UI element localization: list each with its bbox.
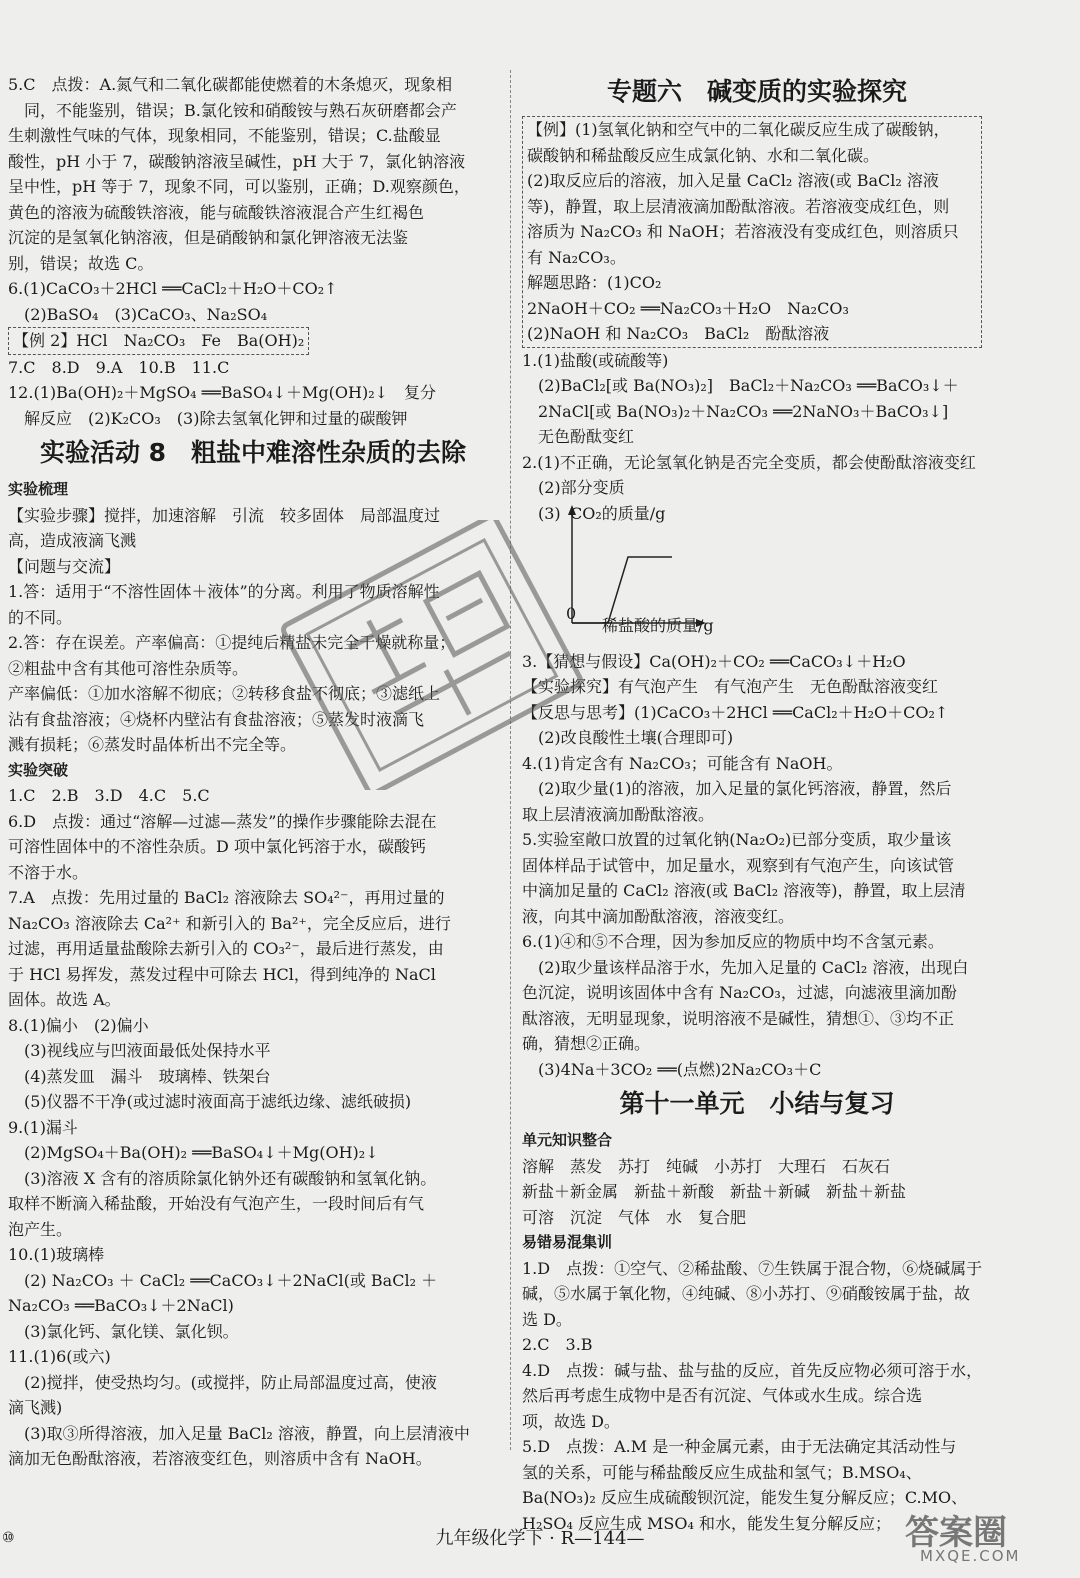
- text-line: 于 HCl 易挥发，蒸发过程中可除去 HCl，得到纯净的 NaCl: [8, 964, 436, 984]
- left-block-1: [8, 72, 498, 327]
- x-axis-label: 稀盐酸的质量/g: [602, 615, 714, 635]
- text-line: 9.(1)漏斗: [8, 1117, 78, 1137]
- text-line: 6.D 点拨：通过“溶解—过滤—蒸发”的操作步骤能除去混在: [8, 811, 437, 831]
- text-line: (3)溶液 X 含有的溶质除氯化钠外还有碳酸钠和氢氧化钠。: [24, 1168, 437, 1188]
- page-footer: 九年级化学下 · R—144—: [435, 1528, 645, 1549]
- text-line: 7.C 8.D 9.A 10.B 11.C: [8, 357, 230, 377]
- stamp-frame-inner: [308, 540, 557, 770]
- right-column: [522, 72, 992, 1536]
- text-line: 解题思路：(1)CO₂: [527, 273, 662, 292]
- subheading: 实验突破: [8, 760, 69, 779]
- text-line: 生刺激性气味的气体，现象相同，不能鉴别，错误；C.盐酸显: [8, 126, 441, 145]
- text-line: Ba(NO₃)₂ 反应生成硫酸钡沉淀，能发生复分解反应；C.MO、: [522, 1488, 968, 1507]
- text-line: (3)氯化钙、氯化镁、氯化钡。: [24, 1321, 239, 1341]
- text-line: (2)部分变质: [538, 478, 625, 497]
- text-line: 沉淀的是氢氧化钠溶液，但是硝酸钠和氯化钾溶液无法鉴: [8, 228, 409, 247]
- text-line: 同，不能鉴别，错误；B.氯化铵和硝酸铵与熟石灰研磨都会产: [24, 100, 457, 120]
- text-line: 高，造成液滴飞溅: [8, 531, 137, 550]
- text-line: 取样不断滴入稀盐酸，开始没有气泡产生，一段时间后有气: [8, 1194, 425, 1213]
- watermark-url: MXQE.COM: [920, 1547, 1021, 1565]
- corner-mark: ⑩: [2, 1530, 15, 1546]
- text-line: 别，错误；故选 C。: [8, 253, 154, 273]
- text-line: 【例】(1)氢氧化钠和空气中的二氧化碳反应生成了碳酸钠，: [527, 120, 950, 139]
- subheading: 易错易混集训: [522, 1233, 613, 1251]
- text-line: (5)仪器不干净(或过滤时液面高于滤纸边缘、滤纸破损): [24, 1092, 412, 1111]
- text-line: 液，向其中滴加酚酞溶液，溶液变红。: [522, 906, 795, 926]
- section-title: 第十一单元 小结与复习: [619, 1089, 895, 1118]
- text-line: 泡产生。: [8, 1219, 73, 1239]
- text-line: 2.答：存在误差。产率偏高：①提纯后精盐未完全干燥就称量；: [8, 633, 456, 652]
- text-line: H₂SO₄ 反应生成 MSO₄ 和水，能发生复分解反应；: [522, 1513, 891, 1533]
- text-line: 6.(1)CaCO₃＋2HCl ══CaCl₂＋H₂O＋CO₂↑: [8, 279, 338, 298]
- text-line: (2)NaOH 和 Na₂CO₃ BaCl₂ 酚酞溶液: [527, 324, 830, 343]
- text-line: Na₂CO₃ ══BaCO₃↓＋2NaCl): [8, 1296, 234, 1315]
- left-block-4: [8, 783, 498, 1472]
- text-line: 项，故选 D。: [522, 1411, 620, 1431]
- text-line: 溅有损耗；⑥蒸发时晶体析出不完全等。: [8, 735, 297, 754]
- text-line: 无色酚酞变红: [538, 427, 635, 446]
- text-line: (2)取少量(1)的溶液，加入足量的氯化钙溶液，静置，然后: [538, 779, 952, 798]
- text-line: 4.(1)肯定含有 Na₂CO₃；可能含有 NaOH。: [522, 753, 843, 773]
- left-block-2: [8, 355, 498, 432]
- text-line: 产率偏低：①加水溶解不彻底；②转移食盐不彻底；③滤纸上: [8, 684, 441, 703]
- text-line: 固体样品于试管中，加足量水，观察到有气泡产生，向该试管: [522, 855, 955, 875]
- text-line: 1.答：适用于“不溶性固体＋液体”的分离。利用了物质溶解性: [8, 582, 440, 601]
- text-line: 取上层清液滴加酚酞溶液。: [522, 804, 715, 824]
- text-line: 的不同。: [8, 607, 73, 627]
- text-line: 然后再考虑生成物中是否有沉淀、气体或水生成。综合选: [522, 1386, 923, 1405]
- text-line: (2)取少量该样品溶于水，先加入足量的 CaCl₂ 溶液，出现白: [538, 957, 969, 977]
- text-line: 固体。故选 A。: [8, 990, 121, 1009]
- text-line: 2.C 3.B: [522, 1335, 593, 1354]
- text-line: 10.(1)玻璃棒: [8, 1245, 105, 1264]
- text-line: 溶质为 Na₂CO₃ 和 NaOH；若溶液没有变成红色，则溶质只: [527, 222, 959, 241]
- text-line: 碳酸钠和稀盐酸反应生成氯化钠、水和二氧化碳。: [527, 145, 880, 165]
- text-line: 7.A 点拨：先用过量的 BaCl₂ 溶液除去 SO₄²⁻，再用过量的: [8, 888, 445, 907]
- text-line: 碱，⑤水属于氧化物，④纯碱、⑧小苏打、⑨硝酸铵属于盐，故: [522, 1284, 971, 1303]
- text-line: (2)BaCl₂[或 Ba(NO₃)₂] BaCl₂＋Na₂CO₃ ══BaCO₃↓＋: [538, 376, 959, 395]
- text-line: (3)取③所得溶液，加入足量 BaCl₂ 溶液，静置，向上层清液中: [24, 1423, 470, 1443]
- text-line: Na₂CO₃ 溶液除去 Ca²⁺ 和新引入的 Ba²⁺，完全反应后，进行: [8, 913, 451, 933]
- text-line: 2NaCl[或 Ba(NO₃)₂＋Na₂CO₃ ══2NaNO₃＋BaCO₃↓]: [538, 401, 949, 421]
- text-line: (2) Na₂CO₃ ＋ CaCl₂ ══CaCO₃↓＋2NaCl(或 BaCl₂ ＋: [24, 1270, 438, 1290]
- text-line: 新盐＋新金属 新盐＋新酸 新盐＋新碱 新盐＋新盐: [522, 1182, 907, 1201]
- text-line: 滴加无色酚酞溶液，若溶液变红色，则溶质中含有 NaOH。: [8, 1449, 432, 1468]
- text-line: (2)MgSO₄＋Ba(OH)₂ ══BaSO₄↓＋Mg(OH)₂↓: [24, 1143, 379, 1162]
- section-title: 实验活动 8 粗盐中难溶性杂质的去除: [39, 438, 467, 467]
- subheading: 实验梳理: [8, 480, 69, 498]
- text-line: 12.(1)Ba(OH)₂＋MgSO₄ ══BaSO₄↓＋Mg(OH)₂↓ 复分: [8, 383, 437, 402]
- text-line: 不溶于水。: [8, 862, 89, 882]
- text-line: 黄色的溶液为硫酸铁溶液，能与硫酸铁溶液混合产生红褐色: [8, 202, 425, 222]
- text-line: (2)改良酸性土壤(合理即可): [538, 728, 734, 747]
- text-line: 过滤，再用适量盐酸除去新引入的 CO₃²⁻，最后进行蒸发，由: [8, 939, 444, 958]
- y-axis-label: CO₂的质量/g: [570, 503, 666, 523]
- text-line: 4.D 点拨：碱与盐、盐与盐的反应，首先反应物必须可溶于水，: [522, 1360, 983, 1380]
- watermark-logo: 答案圈: [905, 1513, 1007, 1553]
- subheading: 单元知识整合: [522, 1131, 613, 1149]
- text-line: 2.(1)不正确，无论氢氧化钠是否完全变质，都会使酚酞溶液变红: [522, 452, 976, 472]
- text-line: 溶解 蒸发 苏打 纯碱 小苏打 大理石 石灰石: [522, 1156, 891, 1176]
- seal-stamp: [272, 520, 592, 790]
- text-line: 可溶性固体中的不溶性杂质。D 项中氯化钙溶于水，碳酸钙: [8, 837, 426, 856]
- text-line: 【问题与交流】: [8, 556, 121, 576]
- right-block-4: [522, 1256, 992, 1537]
- text-line: 3.【猜想与假设】Ca(OH)₂＋CO₂ ══CaCO₃↓＋H₂O: [522, 651, 906, 671]
- text-line: 酸性，pH 小于 7，碳酸钠溶液呈碱性，pH 大于 7，氯化钠溶液: [8, 151, 466, 171]
- text-line: (4)蒸发皿 漏斗 玻璃棒、铁架台: [24, 1066, 271, 1086]
- text-line: 呈中性，pH 等于 7，现象不同，可以鉴别，正确；D.观察颜色，: [8, 177, 470, 196]
- text-line: 滴飞溅): [8, 1398, 63, 1417]
- text-line: (2)BaSO₄ (3)CaCO₃、Na₂SO₄: [24, 304, 268, 324]
- text-line: 【实验步骤】搅拌，加速溶解 引流 较多固体 局部温度过: [8, 505, 441, 525]
- text-line: 8.(1)偏小 (2)偏小: [8, 1015, 149, 1035]
- text-line: 6.(1)④和⑤不合理，因为参加反应的物质中均不含氢元素。: [522, 932, 944, 951]
- example-box: [522, 116, 982, 348]
- text-line: 11.(1)6(或六): [8, 1347, 111, 1366]
- right-block-3: [522, 1154, 992, 1231]
- text-line: 酞溶液，无明显现象，说明溶液不是碱性，猜想①、③均不正: [522, 1008, 955, 1028]
- section-title: 专题六 碱变质的实验探究: [606, 77, 907, 106]
- text-line: ②粗盐中含有其他可溶性杂质等。: [8, 658, 249, 678]
- stamp-frame-outer: [281, 520, 582, 790]
- text-line: 沾有食盐溶液；④烧杯内壁沾有食盐溶液；⑤蒸发时液滴飞: [8, 709, 425, 729]
- origin-label: 0: [566, 603, 577, 623]
- text-line: (3)视线应与凹液面最低处保持水平: [24, 1041, 271, 1060]
- text-line: (2)取反应后的溶液，加入足量 CaCl₂ 溶液(或 BaCl₂ 溶液: [527, 171, 939, 190]
- text-line: 有 Na₂CO₃。: [527, 247, 626, 267]
- right-block-1: [522, 348, 992, 501]
- text-line: 解反应 (2)K₂CO₃ (3)除去氢氧化钾和过量的碳酸钾: [24, 408, 408, 428]
- co2-graph: [522, 505, 992, 645]
- text-line: 中滴加足量的 CaCl₂ 溶液(或 BaCl₂ 溶液等)，静置，取上层清: [522, 881, 966, 900]
- text-line: 等)，静置，取上层清液滴加酚酞溶液。若溶液变成红色，则: [527, 196, 950, 216]
- text-line: 1.(1)盐酸(或硫酸等): [522, 350, 669, 370]
- text-line: 氢的关系，可能与稀盐酸反应生成盐和氢气；B.MSO₄、: [522, 1462, 922, 1482]
- text-line: 5.实验室敞口放置的过氧化钠(Na₂O₂)已部分变质，取少量该: [522, 830, 952, 849]
- graph-item-label: (3): [538, 503, 561, 523]
- example-box: 【例 2】HCl Na₂CO₃ Fe Ba(OH)₂: [8, 327, 309, 355]
- text-line: 1.D 点拨：①空气、②稀盐酸、⑦生铁属于混合物，⑥烧碱属于: [522, 1258, 983, 1278]
- text-line: 1.C 2.B 3.D 4.C 5.C: [8, 786, 210, 805]
- text-line: 可溶 沉淀 气体 水 复合肥: [522, 1207, 747, 1227]
- text-line: 【实验探究】有气泡产生 有气泡产生 无色酚酞溶液变红: [522, 677, 939, 696]
- text-line: (3)4Na＋3CO₂ ══(点燃)2Na₂CO₃＋C: [538, 1059, 822, 1079]
- text-line: 色沉淀，说明该固体中含有 Na₂CO₃，过滤，向滤液里滴加酚: [522, 983, 957, 1002]
- text-line: 确，猜想②正确。: [522, 1034, 651, 1053]
- text-line: 5.C 点拨：A.氮气和二氧化碳都能使燃着的木条熄灭，现象相: [8, 75, 453, 94]
- text-line: (2)搅拌，使受热均匀。(或搅拌，防止局部温度过高，使液: [24, 1372, 437, 1392]
- text-line: 选 D。: [522, 1309, 572, 1329]
- text-line: 【反思与思考】(1)CaCO₃＋2HCl ══CaCl₂＋H₂O＋CO₂↑: [522, 702, 949, 722]
- text-line: 5.D 点拨：A.M 是一种金属元素，由于无法确定其活动性与: [522, 1437, 957, 1456]
- right-block-2: [522, 649, 992, 1083]
- text-line: 2NaOH＋CO₂ ══Na₂CO₃＋H₂O Na₂CO₃: [527, 298, 849, 318]
